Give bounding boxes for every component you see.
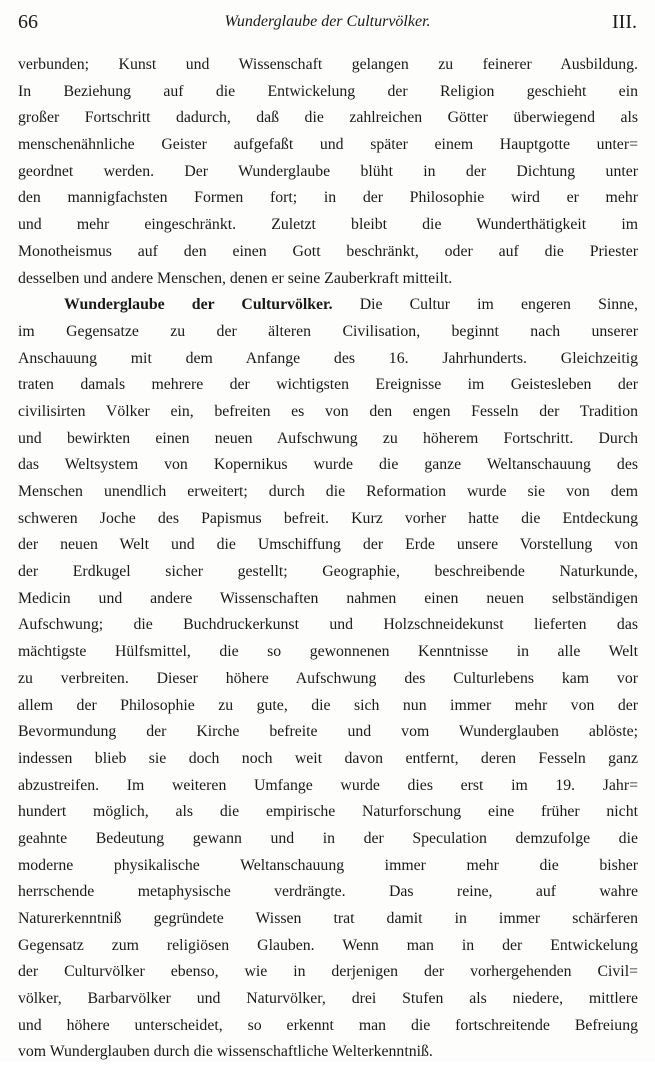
text-line: Aufschwung; die Buchdruckerkunst und Holzschneidekunst lieferten das — [18, 616, 638, 634]
text-line: der neuen Welt und die Umschiffung der Erde unsere Vorstellung von — [18, 536, 638, 554]
text-line: Naturerkenntniß gegründete Wissen trat damit in immer schärferen — [18, 910, 638, 927]
text-line: großer Fortschritt dadurch, daß die zahlreichen Götter überwiegend als — [18, 109, 638, 127]
text-line: Medicin und andere Wissenschaften nahmen einen neuen selbständigen — [18, 589, 638, 607]
text-line: Menschen unendlich erweitert; durch die Reformation wurde sie von dem — [18, 483, 638, 500]
text-line: und höhere unterscheidet, so erkennt man die fortschreitende Befreiung — [18, 1016, 638, 1034]
running-title: Wunderglaube der Culturvölker. — [224, 13, 431, 30]
text-line: In Beziehung auf die Entwickelung der Religion geschieht ein — [18, 82, 638, 100]
text-line: das Weltsystem von Kopernikus wurde die ganze Weltanschauung des — [18, 456, 638, 474]
chapter-number: III. — [612, 11, 637, 33]
text-line: geahnte Bedeutung gewann und in der Speculation demzufolge die — [18, 829, 638, 847]
page-header — [0, 6, 655, 36]
text-line: der Erdkugel sicher gestellt; Geographie, beschreibende Naturkunde, — [18, 563, 638, 581]
text-line: Monotheismus auf den einen Gott beschränkt, oder auf die Priester — [18, 242, 638, 260]
text-line: desselben und andere Menschen, denen er seine Zauberkraft mitteilt. — [18, 269, 453, 287]
text-line: geordnet werden. Der Wunderglaube blüht in der Dichtung unter — [18, 162, 638, 180]
text-line: und mehr eingeschränkt. Zuletzt bleibt die Wunderthätigkeit im — [18, 216, 638, 234]
section-heading: Wunderglaube der Culturvölker. — [64, 296, 333, 314]
text-line: vom Wunderglauben durch die wissenschaftliche Welterkenntniß. — [18, 1043, 433, 1061]
page-number: 66 — [18, 11, 38, 33]
text-line: Gegensatz zum religiösen Glauben. Wenn man in der Entwickelung — [18, 936, 638, 954]
text-line: hundert möglich, als die empirische Naturforschung eine früher nicht — [18, 803, 638, 821]
body-text — [18, 52, 638, 1066]
text-line: traten damals mehrere der wichtigsten Ereignisse im Geistesleben der — [18, 376, 638, 394]
text-line — [18, 292, 638, 319]
text-line: den mannigfachsten Formen fort; in der Philosophie wird er mehr — [18, 189, 638, 207]
text-line: und bewirkten einen neuen Aufschwung zu höherem Fortschritt. Durch — [18, 429, 638, 447]
text-line: herrschende metaphysische verdrängte. Das reine, auf wahre — [18, 883, 638, 901]
text-line: Bevormundung der Kirche befreite und vom Wunderglauben ablöste; — [18, 723, 638, 741]
text-line: moderne physikalische Weltanschauung immer mehr die bisher — [18, 856, 638, 874]
text-line: verbunden; Kunst und Wissenschaft gelangen zu feinerer Ausbildung. — [18, 56, 638, 73]
text-line: völker, Barbarvölker und Naturvölker, drei Stufen als niedere, mittlere — [18, 990, 638, 1008]
text-line: allem der Philosophie zu gute, die sich nun immer mehr von der — [18, 696, 638, 714]
text-line: Anschauung mit dem Anfange des 16. Jahrhunderts. Gleichzeitig — [18, 349, 638, 367]
text-line: civilisirten Völker ein, befreiten es von den engen Fesseln der Tradition — [18, 402, 638, 420]
text-line: der Culturvölker ebenso, wie in derjenigen der vorhergehenden Civil= — [18, 963, 638, 981]
text-line: indessen blieb sie doch noch weit davon entfernt, deren Fesseln ganz — [18, 749, 638, 767]
text-line: menschenähnliche Geister aufgefaßt und später einem Hauptgotte unter= — [18, 136, 638, 154]
text-line: im Gegensatze zu der älteren Civilisation, beginnt nach unserer — [18, 322, 638, 340]
line-text: Die Cultur im engeren Sinne, — [332, 296, 638, 314]
text-line: abzustreifen. Im weiteren Umfange wurde dies erst im 19. Jahr= — [18, 776, 638, 794]
text-line: mächtigste Hülfsmittel, die so gewonnenen Kenntnisse in alle Welt — [18, 643, 638, 661]
text-line: schweren Joche des Papismus befreit. Kurz vorher hatte die Entdeckung — [18, 509, 638, 527]
text-line: zu verbreiten. Dieser höhere Aufschwung des Culturlebens kam vor — [18, 669, 638, 687]
